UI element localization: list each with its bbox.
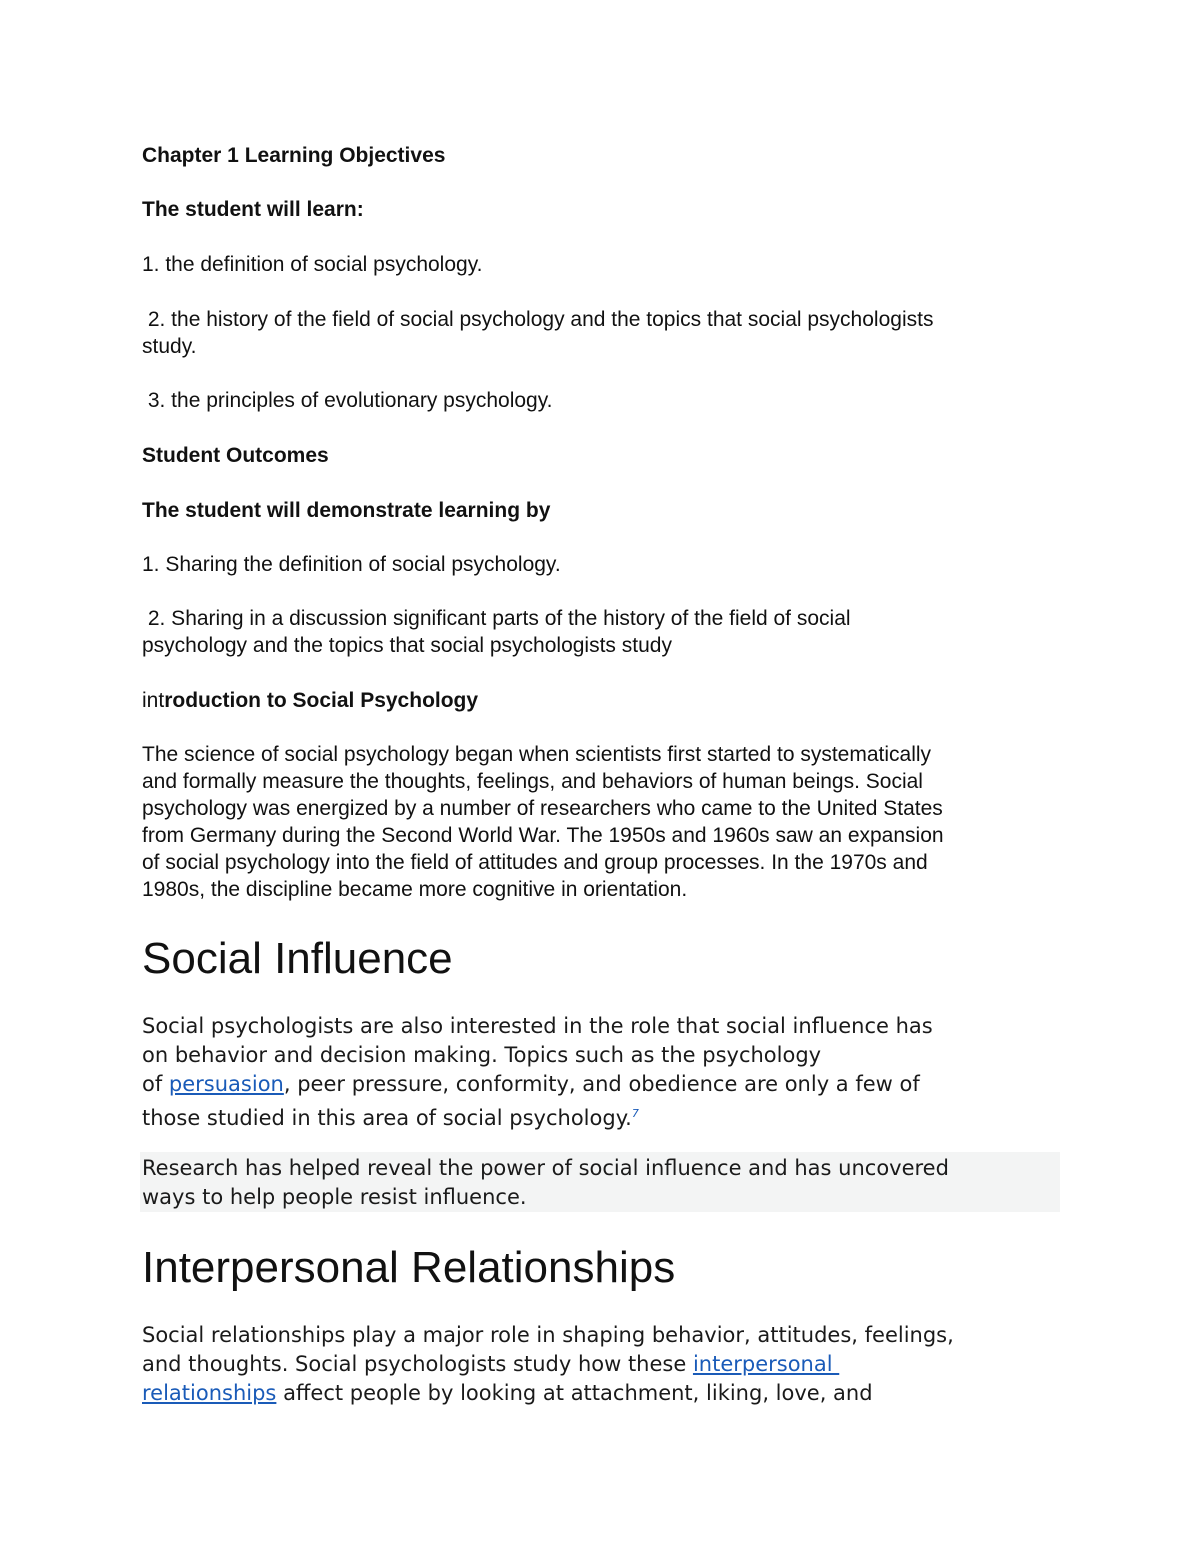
intro-line-5: of social psychology into the field of attitudes and group processes. In the 1970s and [142, 851, 928, 874]
social-influence-line-3-rest: , peer pressure, conformity, and obedience are only a few of [283, 1072, 920, 1096]
outcomes-heading: Student Outcomes [142, 444, 329, 467]
outcomes-lead: The student will demonstrate learning by [142, 499, 551, 522]
objectives-heading: Chapter 1 Learning Objectives [142, 144, 446, 167]
objective-item-2-cont: study. [142, 335, 197, 358]
intro-line-3: psychology was energized by a number of researchers who came to the United States [142, 797, 943, 820]
interpersonal-line-2 [142, 1350, 839, 1379]
intro-line-6: 1980s, the discipline became more cognitive in orientation. [142, 878, 688, 901]
social-influence-research-line-2: ways to help people resist influence. [142, 1185, 527, 1209]
intro-heading [142, 687, 478, 714]
outcome-item-1: 1. Sharing the definition of social psychology. [142, 553, 561, 576]
social-influence-research-line-1: Research has helped reveal the power of social influence and has uncovered [142, 1156, 949, 1180]
interpersonal-heading: Interpersonal Relationships [142, 1243, 676, 1292]
social-influence-line-4-text: those studied in this area of social psychology. [142, 1106, 632, 1130]
interpersonal-line-3 [142, 1379, 873, 1408]
objective-item-1: 1. the definition of social psychology. [142, 253, 483, 276]
social-influence-line-3 [142, 1070, 920, 1099]
objective-item-3: 3. the principles of evolutionary psychology. [142, 389, 553, 412]
social-influence-line-4 [142, 1099, 639, 1133]
interpersonal-line-2-prefix: and thoughts. Social psychologists study how these [142, 1352, 693, 1376]
social-influence-line-2: on behavior and decision making. Topics such as the psychology [142, 1043, 822, 1067]
intro-heading-prefix: int [142, 689, 165, 712]
persuasion-link[interactable]: persuasion [168, 1072, 284, 1096]
outcome-item-2: 2. Sharing in a discussion significant parts of the history of the field of social [142, 607, 851, 630]
social-influence-line-1: Social psychologists are also interested in the role that social influence has [142, 1014, 933, 1038]
interpersonal-relationships-link-part1[interactable]: interpersonal [692, 1352, 840, 1376]
intro-heading-rest: roduction to Social Psychology [164, 689, 479, 712]
objectives-lead: The student will learn: [142, 198, 364, 221]
objective-item-2: 2. the history of the field of social psychology and the topics that social psychologists [142, 308, 934, 331]
social-influence-heading: Social Influence [142, 934, 453, 983]
footnote-marker[interactable]: 7 [631, 1107, 639, 1120]
interpersonal-line-3-rest: affect people by looking at attachment, liking, love, and [276, 1381, 873, 1405]
intro-line-4: from Germany during the Second World War. The 1950s and 1960s saw an expansion [142, 824, 944, 847]
social-influence-line-3-prefix: of [142, 1072, 169, 1096]
intro-line-2: and formally measure the thoughts, feelings, and behaviors of human beings. Social [142, 770, 923, 793]
interpersonal-line-1: Social relationships play a major role in shaping behavior, attitudes, feelings, [142, 1323, 954, 1347]
outcome-item-2-cont: psychology and the topics that social psychologists study [142, 634, 672, 657]
interpersonal-relationships-link-part2[interactable]: relationships [142, 1381, 277, 1405]
intro-line-1: The science of social psychology began when scientists first started to systematically [142, 743, 932, 766]
